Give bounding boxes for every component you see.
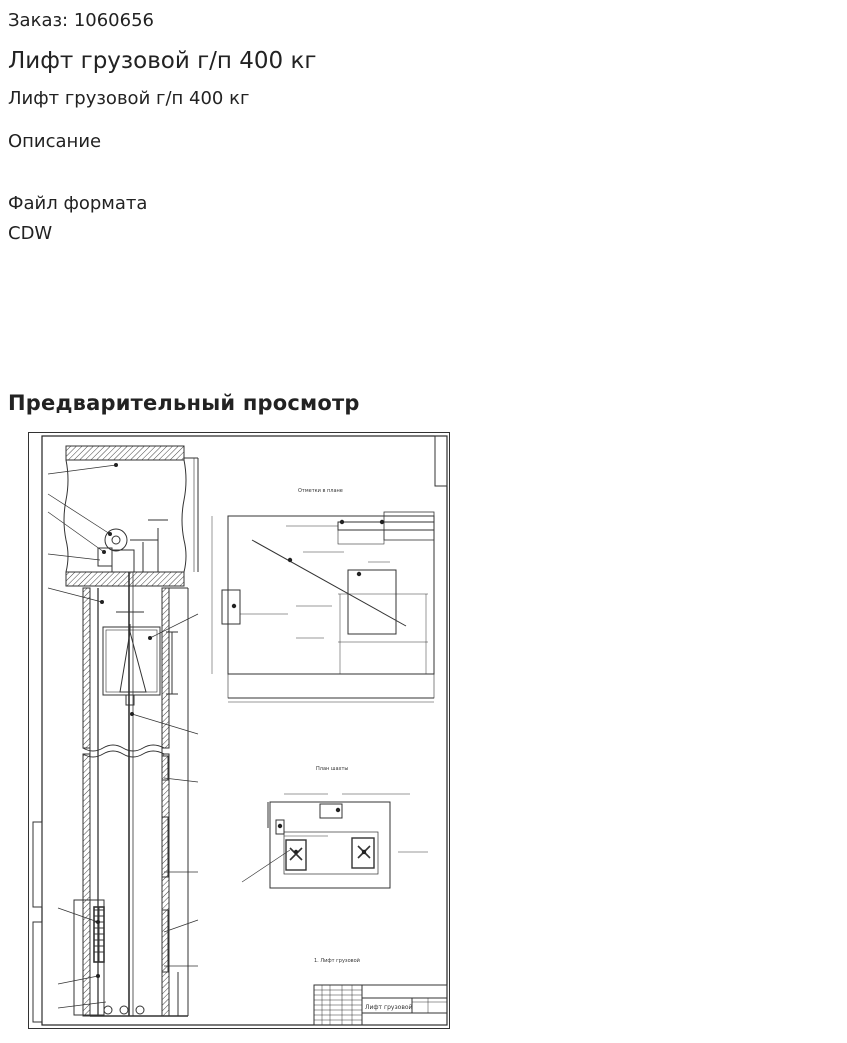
shaft-elevation	[48, 446, 198, 1016]
technical-drawing	[28, 432, 450, 1029]
file-format-value: CDW	[8, 223, 53, 244]
preview-heading: Предварительный просмотр	[8, 391, 360, 415]
side-stamp-lower	[33, 922, 42, 1022]
file-format-label: Файл формата	[8, 193, 148, 214]
drawing-preview[interactable]	[28, 432, 450, 1029]
description-heading: Описание	[8, 131, 102, 152]
plan-view	[212, 488, 434, 702]
page-subtitle: Лифт грузовой г/п 400 кг	[8, 88, 250, 109]
side-stamp	[33, 822, 42, 907]
title-block	[314, 985, 447, 1025]
svg-text:Отметки в плане: Отметки в плане	[298, 488, 343, 494]
order-number: Заказ: 1060656	[8, 10, 154, 31]
corner-stamp	[435, 436, 447, 486]
svg-text:1. Лифт грузовой: 1. Лифт грузовой	[314, 958, 360, 964]
inner-frame	[42, 436, 447, 1025]
page-title: Лифт грузовой г/п 400 кг	[8, 48, 317, 74]
shaft-plan	[242, 766, 428, 964]
svg-text:План шахты: План шахты	[316, 766, 349, 772]
svg-text:Лифт грузовой: Лифт грузовой	[365, 1004, 413, 1011]
